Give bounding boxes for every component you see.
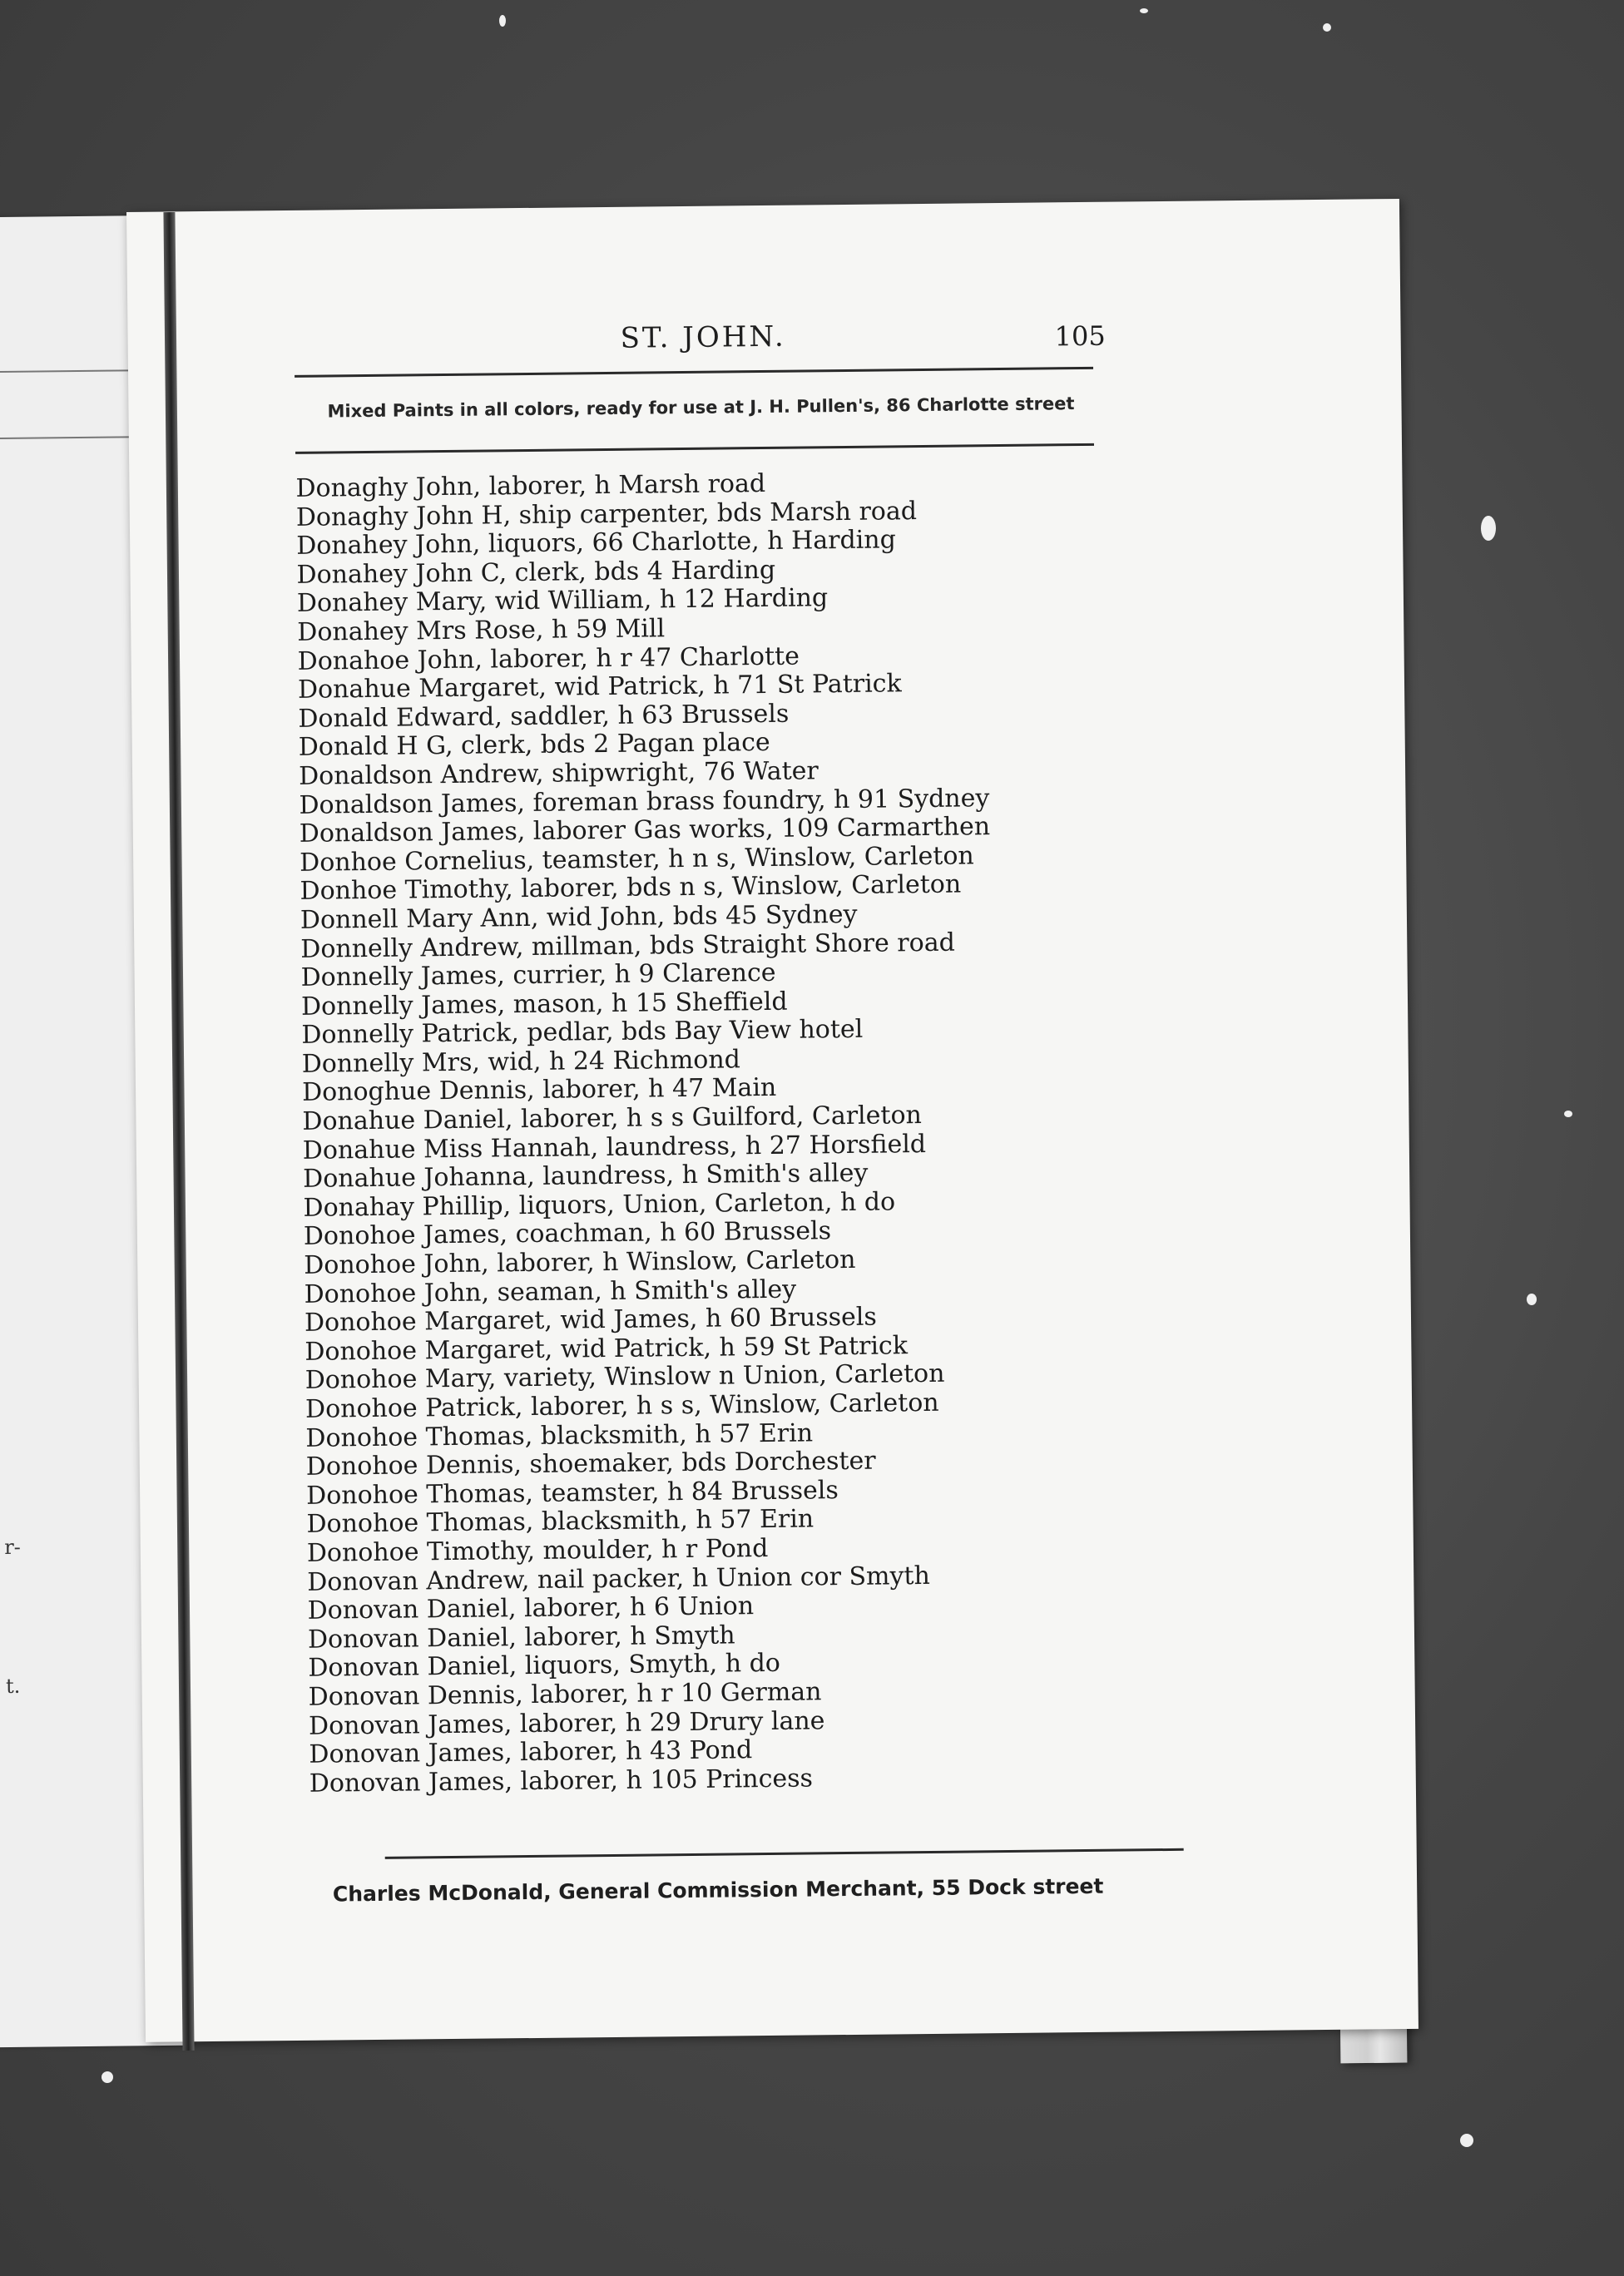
directory-entry: Donohoe Dennis, shoemaker, bds Dorchester bbox=[305, 1446, 876, 1482]
directory-entry: Donnelly Patrick, pedlar, bds Bay View hotel bbox=[301, 1015, 864, 1051]
dust-speck bbox=[499, 15, 506, 27]
dust-speck bbox=[1323, 23, 1331, 32]
directory-entry: Donoghue Dennis, laborer, h 47 Main bbox=[301, 1073, 777, 1108]
directory-entry: Donovan James, laborer, h 105 Princess bbox=[309, 1764, 814, 1799]
directory-entry: Donhoe Timothy, laborer, bds n s, Winslow, Carleton bbox=[300, 869, 962, 907]
left-page-rule bbox=[0, 369, 141, 373]
directory-entry: Donahey Mary, wid William, h 12 Harding bbox=[296, 583, 829, 619]
directory-entry: Donohoe Thomas, teamster, h 84 Brussels bbox=[305, 1475, 839, 1511]
dust-speck bbox=[1460, 2134, 1473, 2147]
directory-entry: Donaghy John, laborer, h Marsh road bbox=[295, 468, 766, 503]
directory-entry: Donovan James, laborer, h 29 Drury lane bbox=[308, 1705, 825, 1741]
directory-entry: Donahey John, liquors, 66 Charlotte, h Harding bbox=[296, 525, 897, 562]
directory-entry: Donahay Phillip, liquors, Union, Carleton, h do bbox=[303, 1187, 896, 1223]
directory-entry: Donahey John C, clerk, bds 4 Harding bbox=[296, 555, 776, 590]
directory-entry: Donnelly James, currier, h 9 Clarence bbox=[300, 957, 776, 992]
directory-entry: Donnell Mary Ann, wid John, bds 45 Sydney bbox=[300, 899, 858, 935]
directory-entry: Donohoe Thomas, blacksmith, h 57 Erin bbox=[305, 1418, 814, 1453]
dust-speck bbox=[1564, 1111, 1572, 1117]
directory-entry: Donhoe Cornelius, teamster, h n s, Winslow, Carleton bbox=[300, 841, 974, 878]
directory-entry: Donovan Dennis, laborer, h r 10 German bbox=[308, 1677, 822, 1712]
directory-entry: Donohoe Margaret, wid Patrick, h 59 St Patrick bbox=[304, 1331, 909, 1367]
directory-entry: Donnelly James, mason, h 15 Sheffield bbox=[300, 987, 788, 1022]
directory-entry: Donohoe Timothy, moulder, h r Pond bbox=[306, 1533, 769, 1568]
directory-entries bbox=[295, 465, 1225, 1799]
dust-speck bbox=[1527, 1294, 1537, 1305]
directory-entry: Donovan Daniel, laborer, h 6 Union bbox=[307, 1591, 755, 1625]
directory-entry: Donaldson James, foreman brass foundry, h 91 Sydney bbox=[299, 783, 990, 820]
top-advertisement: Mixed Paints in all colors, ready for use at J. H. Pullen's, 86 Charlotte street bbox=[327, 393, 1075, 422]
directory-entry: Donaldson Andrew, shipwright, 76 Water bbox=[298, 756, 819, 791]
directory-entry: Donohoe John, laborer, h Winslow, Carleton bbox=[304, 1244, 856, 1280]
directory-entry: Donohoe John, seaman, h Smith's alley bbox=[304, 1274, 797, 1309]
directory-entry: Donald H G, clerk, bds 2 Pagan place bbox=[298, 728, 770, 763]
bottom-advertisement: Charles McDonald, General Commission Merchant, 55 Dock street bbox=[332, 1873, 1104, 1907]
directory-entry: Donnelly Mrs, wid, h 24 Richmond bbox=[301, 1045, 741, 1079]
directory-entry: Donahoe John, laborer, h r 47 Charlotte bbox=[297, 641, 800, 676]
directory-page bbox=[126, 199, 1419, 2042]
left-page-fragment: t. bbox=[5, 1674, 21, 1699]
running-head bbox=[127, 315, 1209, 355]
dust-speck bbox=[1140, 8, 1148, 13]
header-rule bbox=[295, 367, 1093, 378]
dust-speck bbox=[102, 2071, 113, 2083]
page-number: 105 bbox=[1054, 319, 1106, 353]
directory-entry: Donahue Johanna, laundress, h Smith's alley bbox=[303, 1158, 869, 1195]
directory-entry: Donahue Miss Hannah, laundress, h 27 Horsfield bbox=[302, 1129, 927, 1165]
directory-entry: Donaldson James, laborer Gas works, 109 Carmarthen bbox=[299, 812, 991, 849]
directory-entry: Donovan Andrew, nail packer, h Union cor Smyth bbox=[307, 1561, 930, 1597]
directory-entry: Donaghy John H, ship carpenter, bds Marsh road bbox=[295, 496, 918, 532]
advertisement-rule bbox=[295, 443, 1094, 454]
directory-entry: Donohoe Thomas, blacksmith, h 57 Erin bbox=[306, 1504, 814, 1540]
directory-entry: Donnelly Andrew, millman, bds Straight Shore road bbox=[300, 928, 955, 964]
directory-entry: Donahue Margaret, wid Patrick, h 71 St Patrick bbox=[297, 669, 902, 705]
directory-entry: Donohoe Mary, variety, Winslow n Union, Carleton bbox=[304, 1359, 945, 1396]
directory-entry: Donohoe James, coachman, h 60 Brussels bbox=[303, 1216, 832, 1252]
directory-entry: Donovan Daniel, laborer, h Smyth bbox=[307, 1620, 735, 1655]
directory-entry: Donovan James, laborer, h 43 Pond bbox=[309, 1735, 753, 1769]
directory-entry: Donald Edward, saddler, h 63 Brussels bbox=[298, 699, 790, 734]
running-title: ST. JOHN. bbox=[620, 319, 786, 355]
footer-rule bbox=[385, 1848, 1184, 1859]
directory-entry: Donahue Daniel, laborer, h s s Guilford, Carleton bbox=[302, 1101, 923, 1136]
directory-entry: Donahey Mrs Rose, h 59 Mill bbox=[297, 614, 666, 647]
dust-speck bbox=[1481, 516, 1496, 541]
directory-entry: Donovan Daniel, liquors, Smyth, h do bbox=[308, 1649, 781, 1684]
directory-entry: Donohoe Margaret, wid James, h 60 Brussels bbox=[304, 1302, 877, 1338]
directory-entry: Donohoe Patrick, laborer, h s s, Winslow, Carleton bbox=[304, 1388, 939, 1424]
left-page-fragment: r- bbox=[4, 1535, 21, 1560]
